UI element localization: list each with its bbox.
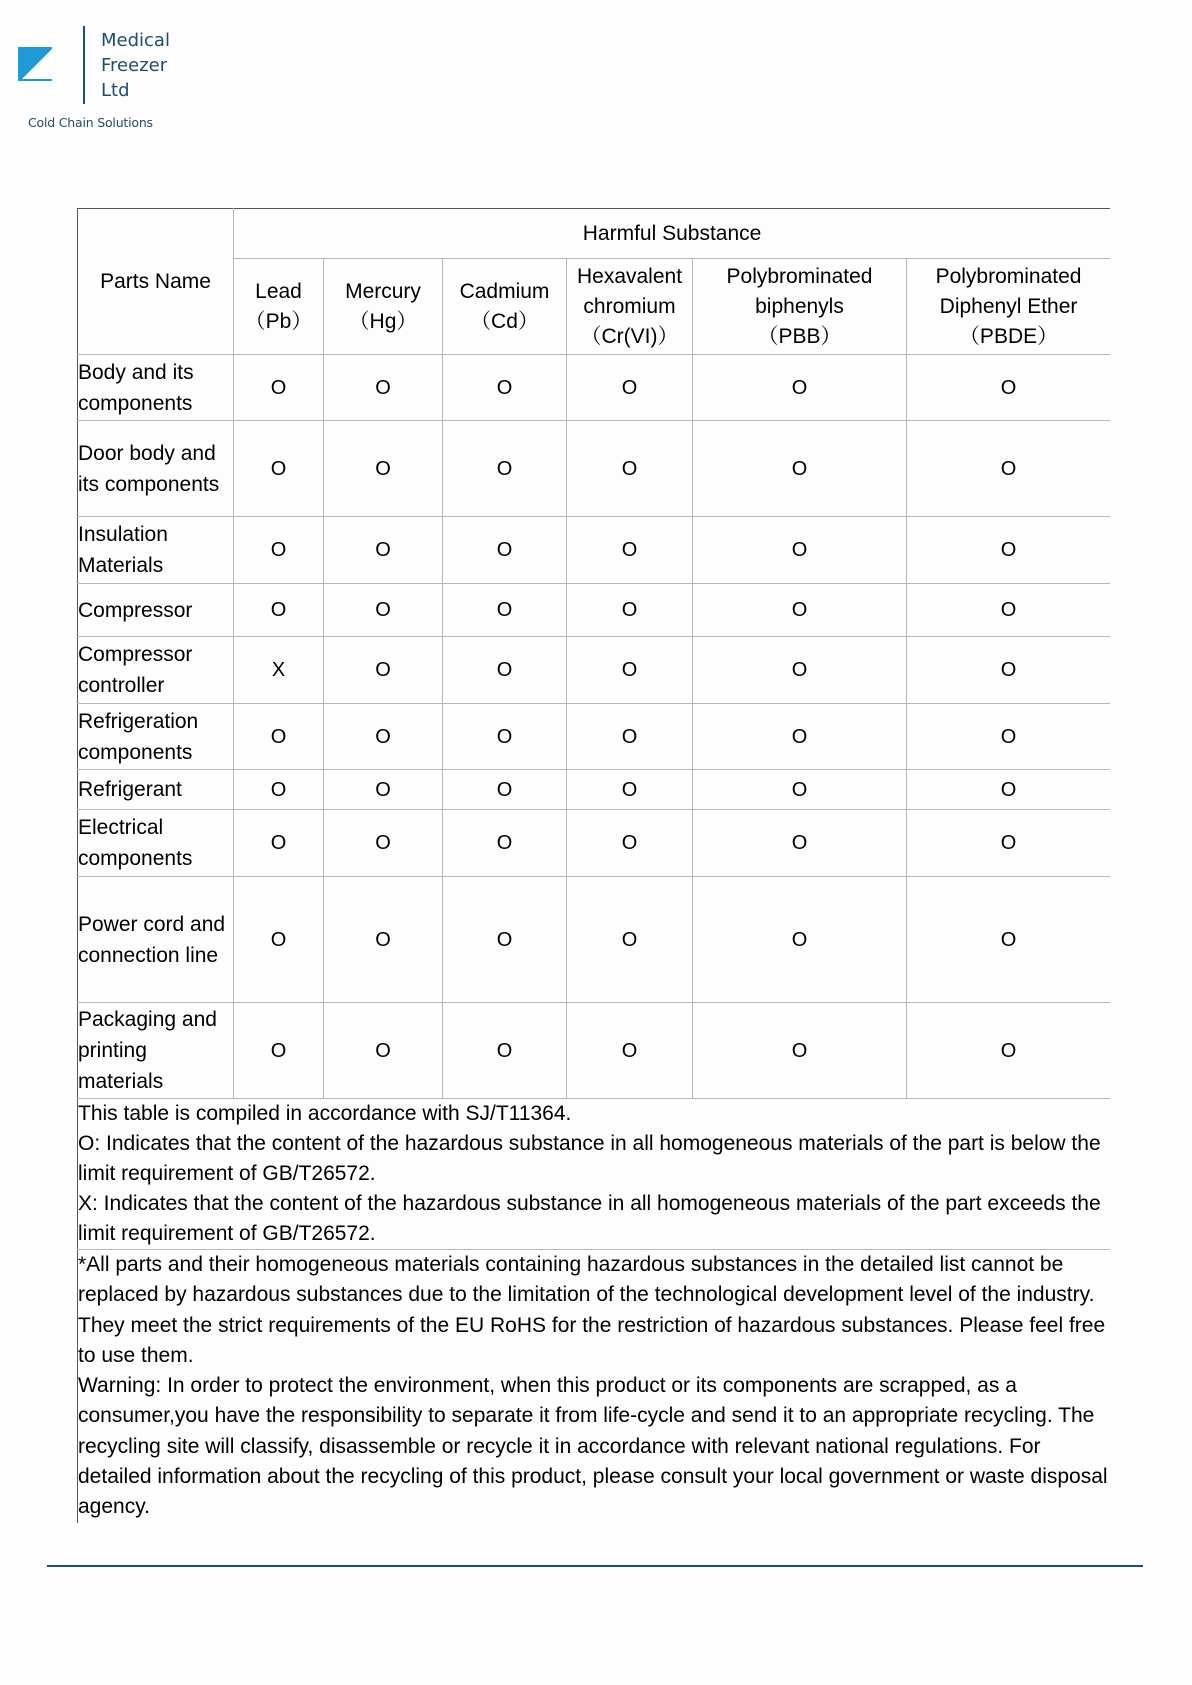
substance-header xyxy=(234,259,324,355)
substance-value-cell: O xyxy=(907,1003,1111,1099)
substance-value-cell: O xyxy=(907,421,1111,517)
part-name-cell: Body and its components xyxy=(78,355,234,421)
substance-value-cell: O xyxy=(907,810,1111,877)
table-row xyxy=(78,770,1111,810)
substance-value-cell: O xyxy=(907,355,1111,421)
warning-text: Warning: In order to protect the environment, when this product or its components are scrapped, as a consumer,you have the responsibility to separate it from life-cycle and send it to an appropriate recycling. The recycling site will classify, disassemble or recycle it in accordance with relevant national regulations. For detailed information about the recycling of this product, please consult your local government or waste disposal agency. xyxy=(78,1374,1108,1519)
substance-symbol: （Hg） xyxy=(348,309,418,333)
substance-value-cell: X xyxy=(234,637,324,704)
notes-cell xyxy=(78,1099,1111,1250)
substance-value-cell: O xyxy=(234,877,324,1003)
substance-value-cell: O xyxy=(693,584,907,637)
substance-value-cell: O xyxy=(443,810,567,877)
part-name-cell: Compressor controller xyxy=(78,637,234,704)
substance-value-cell: O xyxy=(443,704,567,770)
substance-value-cell: O xyxy=(443,421,567,517)
company-name xyxy=(101,28,170,103)
substance-value-cell: O xyxy=(907,517,1111,584)
table-row xyxy=(78,584,1111,637)
substance-value-cell: O xyxy=(234,810,324,877)
substance-symbol: （PBB） xyxy=(757,324,842,348)
substance-header xyxy=(443,259,567,355)
notes-row xyxy=(78,1099,1111,1250)
table-row xyxy=(78,1003,1111,1099)
substance-value-cell: O xyxy=(693,877,907,1003)
table-row xyxy=(78,637,1111,704)
substance-value-cell: O xyxy=(324,704,443,770)
substance-value-cell: O xyxy=(693,770,907,810)
company-name-line: Freezer xyxy=(101,55,168,76)
substance-value-cell: O xyxy=(567,421,693,517)
substance-value-cell: O xyxy=(907,770,1111,810)
logo-mark-icon xyxy=(18,47,52,81)
company-name-line: Medical xyxy=(101,30,170,51)
part-name-cell: Power cord and connection line xyxy=(78,877,234,1003)
substance-value-cell: O xyxy=(907,584,1111,637)
substance-value-cell: O xyxy=(907,877,1111,1003)
substance-symbol: （Pb） xyxy=(244,309,313,333)
substance-value-cell: O xyxy=(324,810,443,877)
substance-value-cell: O xyxy=(324,770,443,810)
substance-value-cell: O xyxy=(324,1003,443,1099)
substance-value-cell: O xyxy=(324,421,443,517)
substance-value-cell: O xyxy=(443,637,567,704)
substance-value-cell: O xyxy=(443,877,567,1003)
substance-value-cell: O xyxy=(234,421,324,517)
part-name-cell: Insulation Materials xyxy=(78,517,234,584)
substance-value-cell: O xyxy=(567,355,693,421)
substance-value-cell: O xyxy=(567,517,693,584)
substance-value-cell: O xyxy=(693,1003,907,1099)
substance-value-cell: O xyxy=(234,704,324,770)
substance-header xyxy=(324,259,443,355)
substance-value-cell: O xyxy=(693,517,907,584)
disclaimer-cell xyxy=(78,1250,1111,1523)
substance-value-cell: O xyxy=(567,704,693,770)
substance-symbol: （Cr(VI)） xyxy=(580,324,679,348)
substance-value-cell: O xyxy=(567,1003,693,1099)
substance-value-cell: O xyxy=(443,584,567,637)
substance-name: Lead xyxy=(255,279,302,303)
substance-value-cell: O xyxy=(567,584,693,637)
table-row xyxy=(78,704,1111,770)
disclaimer-text: *All parts and their homogeneous materials containing hazardous substances in the detailed list cannot be replaced by hazardous substances due to the limitation of the technological development level of the industry. They meet the strict requirements of the EU RoHS for the restriction of hazardous substances. Please feel free to use them. xyxy=(78,1253,1106,1367)
table-body xyxy=(78,355,1111,1099)
note-line: O: Indicates that the content of the hazardous substance in all homogeneous materials of the part is below the limit requirement of GB/T26572. xyxy=(78,1132,1101,1185)
table-row xyxy=(78,877,1111,1003)
substance-value-cell: O xyxy=(234,770,324,810)
substance-name: Polybrominated biphenyls xyxy=(726,264,873,318)
disclaimer-row xyxy=(78,1250,1111,1523)
substance-value-cell: O xyxy=(567,877,693,1003)
substance-name: Hexavalent chromium xyxy=(576,264,683,318)
substance-header xyxy=(693,259,907,355)
part-name-cell: Compressor xyxy=(78,584,234,637)
substance-value-cell: O xyxy=(567,810,693,877)
substance-value-cell: O xyxy=(234,517,324,584)
substance-value-cell: O xyxy=(443,355,567,421)
note-line: X: Indicates that the content of the hazardous substance in all homogeneous materials of the part exceeds the limit requirement of GB/T26572. xyxy=(78,1192,1101,1245)
part-name-cell: Refrigerant xyxy=(78,770,234,810)
substance-symbol: （PBDE） xyxy=(958,324,1059,348)
substance-name: Cadmium xyxy=(459,279,550,303)
table-row xyxy=(78,517,1111,584)
company-tagline: Cold Chain Solutions xyxy=(28,115,153,130)
substance-value-cell: O xyxy=(324,355,443,421)
substance-value-cell: O xyxy=(324,877,443,1003)
hazardous-substance-table-container xyxy=(77,208,1110,1542)
harmful-substance-header: Harmful Substance xyxy=(234,209,1111,259)
substance-value-cell: O xyxy=(443,770,567,810)
substance-value-cell: O xyxy=(234,355,324,421)
hazardous-substance-table xyxy=(77,208,1110,1523)
table-row xyxy=(78,421,1111,517)
footer-divider xyxy=(47,1565,1143,1567)
substance-value-cell: O xyxy=(693,704,907,770)
substance-value-cell: O xyxy=(693,810,907,877)
substance-value-cell: O xyxy=(324,637,443,704)
substance-value-cell: O xyxy=(234,584,324,637)
substance-value-cell: O xyxy=(567,770,693,810)
substance-name: Mercury xyxy=(345,279,421,303)
note-line: This table is compiled in accordance with SJ/T11364. xyxy=(78,1102,572,1125)
logo-divider xyxy=(83,26,85,104)
substance-value-cell: O xyxy=(443,517,567,584)
part-name-cell: Door body and its components xyxy=(78,421,234,517)
substance-value-cell: O xyxy=(693,421,907,517)
table-row xyxy=(78,810,1111,877)
part-name-cell: Refrigeration components xyxy=(78,704,234,770)
substance-value-cell: O xyxy=(693,355,907,421)
substance-value-cell: O xyxy=(234,1003,324,1099)
parts-name-header: Parts Name xyxy=(78,209,234,355)
substance-header xyxy=(907,259,1111,355)
company-name-line: Ltd xyxy=(101,80,130,101)
substance-value-cell: O xyxy=(324,517,443,584)
substance-value-cell: O xyxy=(907,704,1111,770)
substance-symbol: （Cd） xyxy=(470,309,539,333)
substance-value-cell: O xyxy=(443,1003,567,1099)
substance-value-cell: O xyxy=(693,637,907,704)
substance-value-cell: O xyxy=(324,584,443,637)
substance-value-cell: O xyxy=(567,637,693,704)
table-row xyxy=(78,355,1111,421)
substance-header xyxy=(567,259,693,355)
substance-value-cell: O xyxy=(907,637,1111,704)
substance-name: Polybrominated Diphenyl Ether xyxy=(935,264,1082,318)
part-name-cell: Electrical components xyxy=(78,810,234,877)
part-name-cell: Packaging and printing materials xyxy=(78,1003,234,1099)
company-logo xyxy=(0,0,200,140)
